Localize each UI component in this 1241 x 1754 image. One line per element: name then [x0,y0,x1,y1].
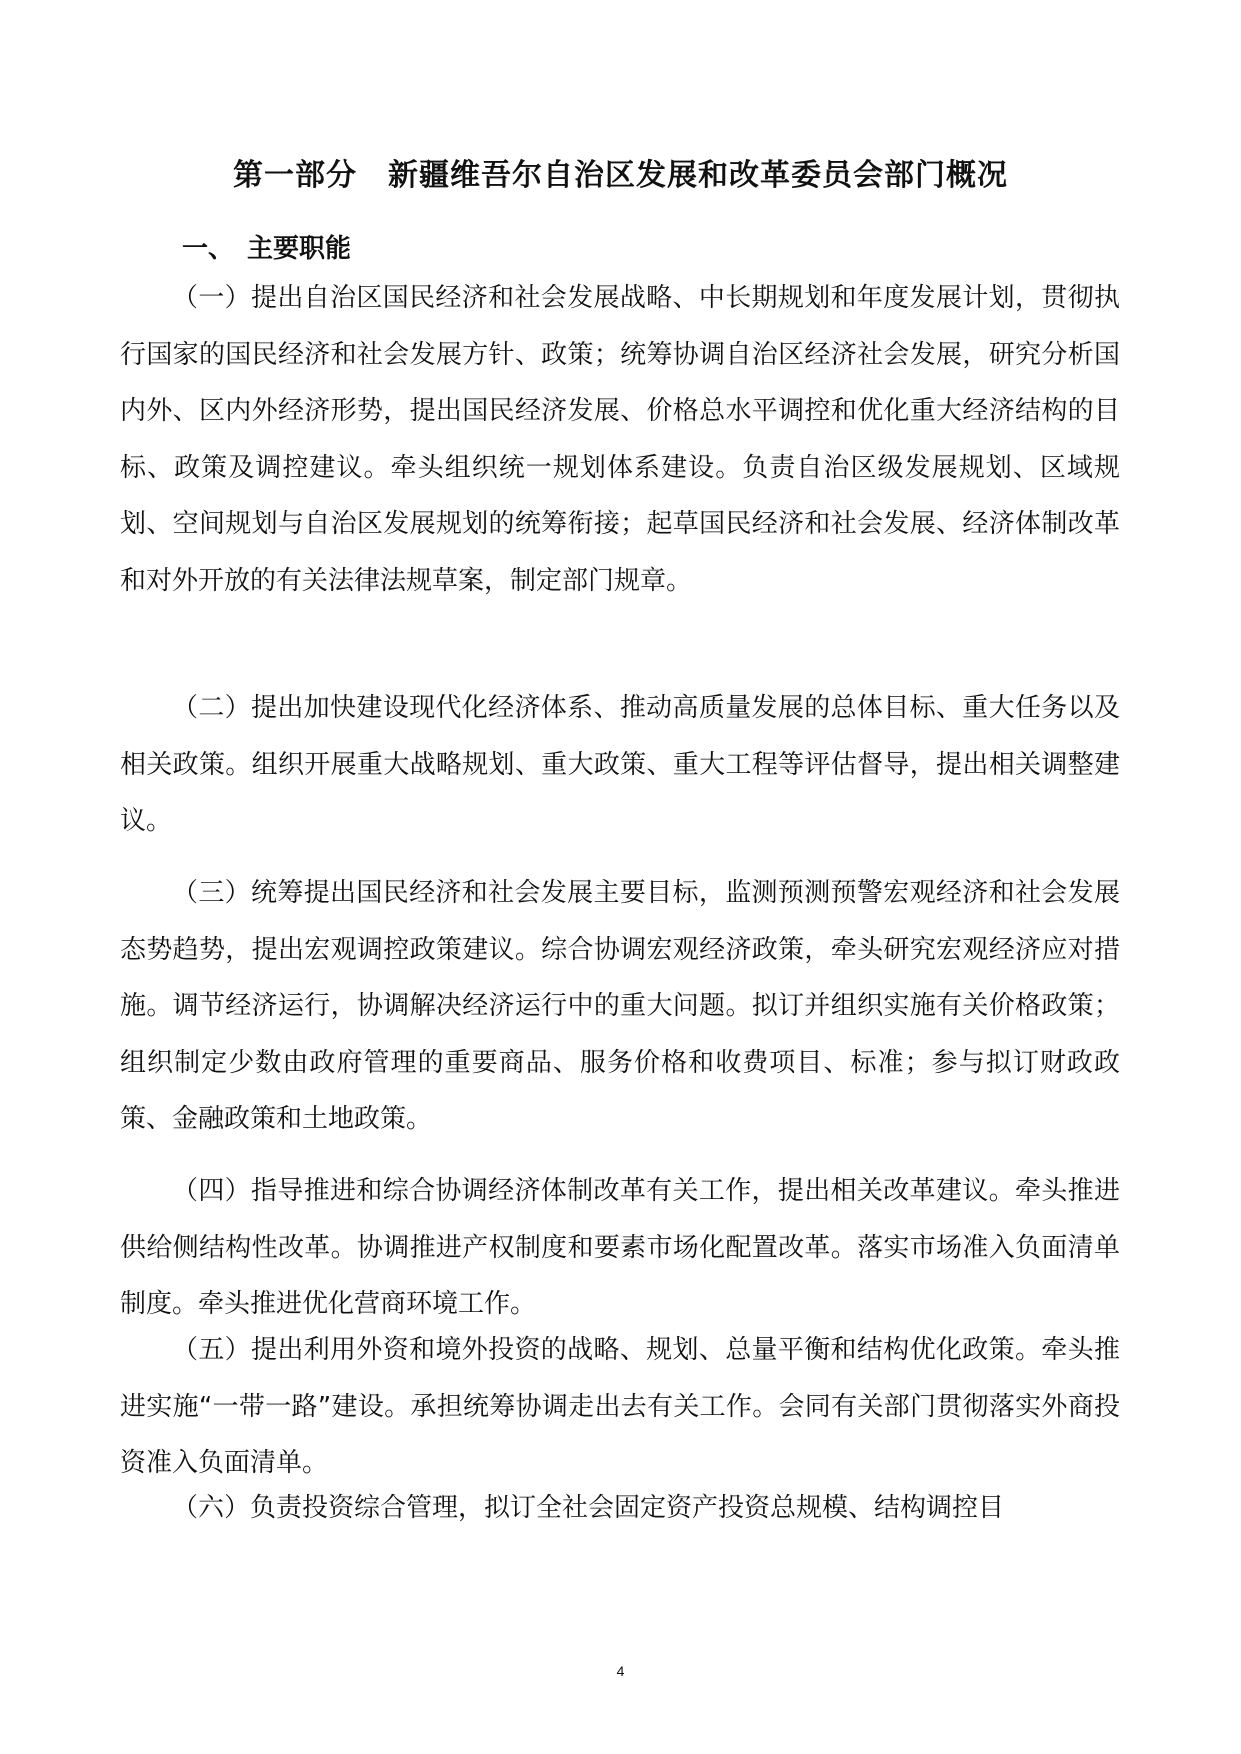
paragraph: （一）提出自治区国民经济和社会发展战略、中长期规划和年度发展计划，贯彻执行国家的国民经济和社会发展方针、政策；统筹协调自治区经济社会发展，研究分析国内外、区内外经济形势，提出国民经济发展、价格总水平调控和优化重大经济结构的目标、政策及调控建议。牵头组织统一规划体系建设。负责自治区级发展规划、区域规划、空间规划与自治区发展规划的统筹衔接；起草国民经济和社会发展、经济体制改革和对外开放的有关法律法规草案，制定部门规章。 [120,283,1120,596]
paragraph: （四）指导推进和综合协调经济体制改革有关工作，提出相关改革建议。牵头推进供给侧结构性改革。协调推进产权制度和要素市场化配置改革。落实市场准入负面清单制度。牵头推进优化营商环境工作。 [120,1176,1120,1319]
paragraph: （三）统筹提出国民经济和社会发展主要目标，监测预测预警宏观经济和社会发展态势趋势，提出宏观调控政策建议。综合协调宏观经济政策，牵头研究宏观经济应对措施。调节经济运行，协调解决经济运行中的重大问题。拟订并组织实施有关价格政策；组织制定少数由政府管理的重要商品、服务价格和收费项目、标准；参与拟订财政政策、金融政策和土地政策。 [120,878,1120,1134]
page-title: 第一部分 新疆维吾尔自治区发展和改革委员会部门概况 [233,158,1008,193]
section-heading: 一、 主要职能 [182,234,352,264]
page-number: 4 [616,1663,625,1679]
paragraph: （二）提出加快建设现代化经济体系、推动高质量发展的总体目标、重大任务以及相关政策。组织开展重大战略规划、重大政策、重大工程等评估督导，提出相关调整建议。 [120,693,1120,836]
paragraph: （六）负责投资综合管理，拟订全社会固定资产投资总规模、结构调控目 [172,1493,1005,1523]
paragraph: （五）提出利用外资和境外投资的战略、规划、总量平衡和结构优化政策。牵头推进实施“一带一路”建设。承担统筹协调走出去有关工作。会同有关部门贯彻落实外商投资准入负面清单。 [120,1335,1120,1478]
